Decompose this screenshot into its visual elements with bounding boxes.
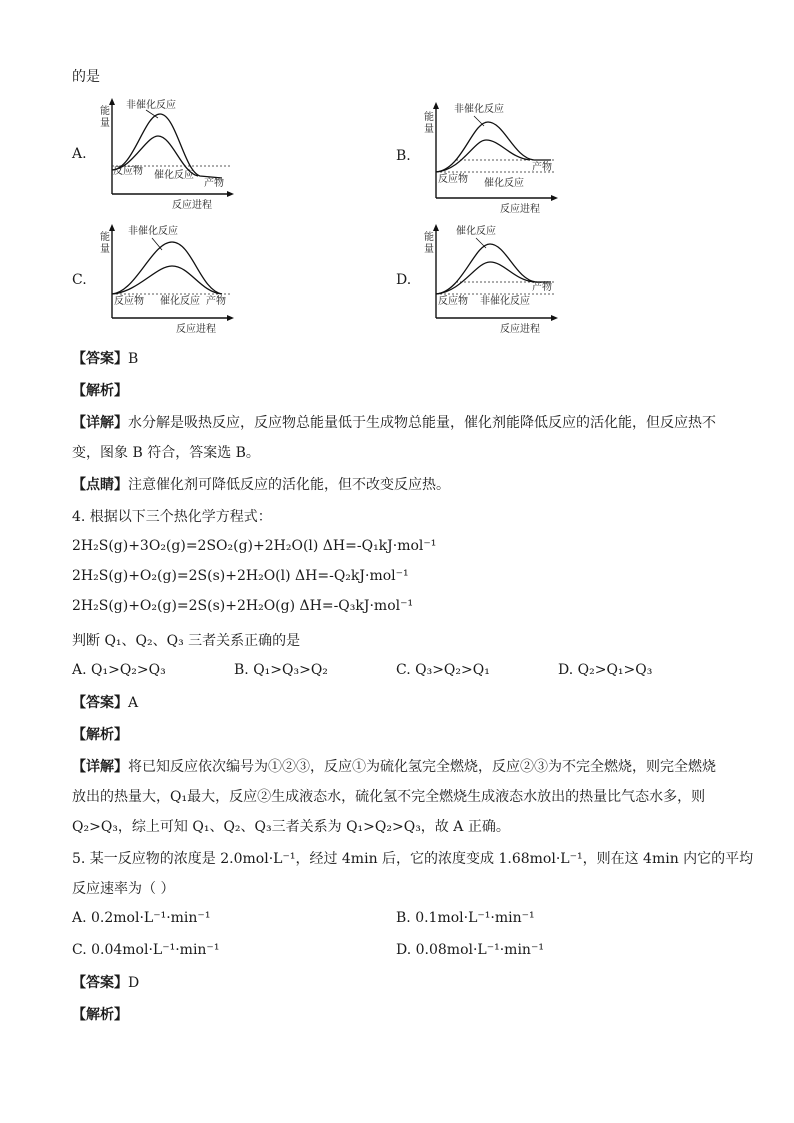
catalyzed-curve [112, 266, 222, 294]
energy-diagram [72, 222, 252, 340]
y-axis-arrow [109, 224, 115, 231]
y-label-1: 能 [100, 232, 110, 243]
q5-stem-line-1: 5. 某一反应物的浓度是 2.0mol·L⁻¹，经过 4min 后，它的浓度变成 1.68mol·L⁻¹，则在这 4min 内它的平均 [72, 851, 754, 867]
q5-stem-line-2: 反应速率为（ ） [72, 881, 175, 897]
q4-option-b: B. Q₁>Q₃>Q₂ [234, 662, 328, 678]
q5-option-b: B. 0.1mol·L⁻¹·min⁻¹ [396, 910, 535, 926]
reactant-label: 反应物 [114, 296, 144, 307]
y-axis-arrow [433, 102, 439, 109]
label-pointer [146, 110, 158, 118]
energy-diagram [72, 96, 252, 214]
curve-bottom-label: 催化反应 [154, 170, 194, 181]
q3-detail-line-2: 变，图象 B 符合，答案选 B。 [72, 445, 260, 461]
label-pointer [474, 116, 484, 126]
graph-option-d [396, 222, 576, 340]
q5-analysis-tag: 【解析】 [72, 1007, 128, 1023]
q5-option-d: D. 0.08mol·L⁻¹·min⁻¹ [396, 942, 544, 958]
q3-analysis-tag: 【解析】 [72, 383, 128, 399]
q3-tip [72, 474, 450, 494]
catalyzed-curve [436, 140, 530, 172]
y-label-2: 量 [100, 244, 110, 255]
reactant-label: 反应物 [113, 166, 143, 177]
product-label: 产物 [532, 162, 552, 173]
tip-text: 注意催化剂可降低反应的活化能，但不改变反应热。 [128, 477, 450, 493]
answer-tag: 【答案】 [72, 695, 128, 711]
answer-value: D [128, 975, 140, 991]
graph-option-b [396, 100, 576, 218]
tip-tag: 【点睛】 [72, 477, 128, 493]
answer-tag: 【答案】 [72, 351, 128, 367]
q4-option-d: D. Q₂>Q₁>Q₃ [558, 662, 653, 678]
curve-bottom-label: 非催化反应 [480, 296, 530, 307]
x-axis-arrow [227, 191, 234, 197]
q4-option-a: A. Q₁>Q₂>Q₃ [72, 662, 166, 678]
uncatalyzed-curve [112, 242, 222, 294]
option-letter: B. [396, 148, 411, 164]
q5-answer [72, 972, 139, 992]
curve-bottom-label: 催化反应 [160, 296, 200, 307]
q3-answer [72, 348, 138, 368]
product-label: 产物 [532, 282, 552, 293]
q4-question: 判断 Q₁、Q₂、Q₃ 三者关系正确的是 [72, 633, 301, 649]
q4-detail-line-1 [72, 756, 716, 776]
curve-top-label: 非催化反应 [128, 226, 178, 237]
q5-option-c: C. 0.04mol·L⁻¹·min⁻¹ [72, 942, 220, 958]
q3-detail-line-1 [72, 412, 716, 432]
reactant-label: 反应物 [438, 174, 468, 185]
y-label-1: 能 [424, 232, 434, 243]
q4-equation-3: 2H₂S(g)+O₂(g)=2S(s)+2H₂O(g) ΔH=-Q₃kJ·mol⁻¹ [72, 598, 414, 614]
x-label: 反应进程 [500, 324, 540, 335]
product-label: 产物 [206, 296, 226, 307]
option-letter: D. [396, 272, 412, 288]
curve-top-label: 非催化反应 [454, 104, 504, 115]
q4-stem: 4. 根据以下三个热化学方程式： [72, 509, 272, 525]
y-label-1: 能 [424, 112, 434, 123]
x-label: 反应进程 [500, 204, 540, 215]
detail-text: 水分解是吸热反应，反应物总能量低于生成物总能量，催化剂能降低反应的活化能，但反应热不 [128, 415, 716, 431]
q4-answer [72, 692, 138, 712]
header-text: 的是 [72, 69, 100, 85]
q5-option-a: A. 0.2mol·L⁻¹·min⁻¹ [72, 910, 211, 926]
reactant-label: 反应物 [438, 296, 468, 307]
label-pointer [152, 238, 162, 250]
y-label-2: 量 [100, 118, 110, 129]
energy-diagram [396, 222, 576, 340]
curve-top-label: 催化反应 [456, 226, 496, 237]
x-axis-arrow [227, 315, 234, 321]
energy-diagram [396, 100, 576, 218]
graph-option-c [72, 222, 252, 340]
detail-tag: 【详解】 [72, 759, 128, 775]
q4-option-c: C. Q₃>Q₂>Q₁ [396, 662, 490, 678]
x-axis-arrow [551, 315, 558, 321]
answer-tag: 【答案】 [72, 975, 128, 991]
y-axis-arrow [109, 98, 115, 105]
answer-value: A [128, 695, 139, 711]
detail-text: 将已知反应依次编号为①②③，反应①为硫化氢完全燃烧，反应②③为不完全燃烧，则完全燃烧 [128, 759, 716, 775]
uncatalyzed-curve [436, 262, 534, 294]
detail-tag: 【详解】 [72, 415, 128, 431]
y-axis-arrow [433, 224, 439, 231]
option-letter: C. [72, 272, 87, 288]
curve-bottom-label: 催化反应 [484, 178, 524, 189]
y-label-1: 能 [100, 106, 110, 117]
q4-detail-line-2: 放出的热量大，Q₁最大，反应②生成液态水，硫化氢不完全燃烧生成液态水放出的热量比气态水多，则 [72, 789, 706, 805]
option-letter: A. [72, 146, 87, 162]
product-label: 产物 [204, 178, 224, 189]
x-axis-arrow [551, 195, 558, 201]
q4-equation-1: 2H₂S(g)+3O₂(g)=2SO₂(g)+2H₂O(l) ΔH=-Q₁kJ·mol⁻¹ [72, 538, 437, 554]
q4-analysis-tag: 【解析】 [72, 727, 128, 743]
graph-option-a [72, 96, 252, 214]
answer-value: B [128, 351, 139, 367]
q4-detail-line-3: Q₂>Q₃，综上可知 Q₁、Q₂、Q₃三者关系为 Q₁>Q₂>Q₃，故 A 正确。 [72, 819, 510, 835]
x-label: 反应进程 [172, 200, 212, 211]
label-pointer [476, 238, 486, 248]
y-label-2: 量 [424, 244, 434, 255]
x-label: 反应进程 [176, 324, 216, 335]
y-label-2: 量 [424, 124, 434, 135]
curve-top-label: 非催化反应 [126, 100, 176, 111]
q4-equation-2: 2H₂S(g)+O₂(g)=2S(s)+2H₂O(l) ΔH=-Q₂kJ·mol⁻¹ [72, 568, 409, 584]
